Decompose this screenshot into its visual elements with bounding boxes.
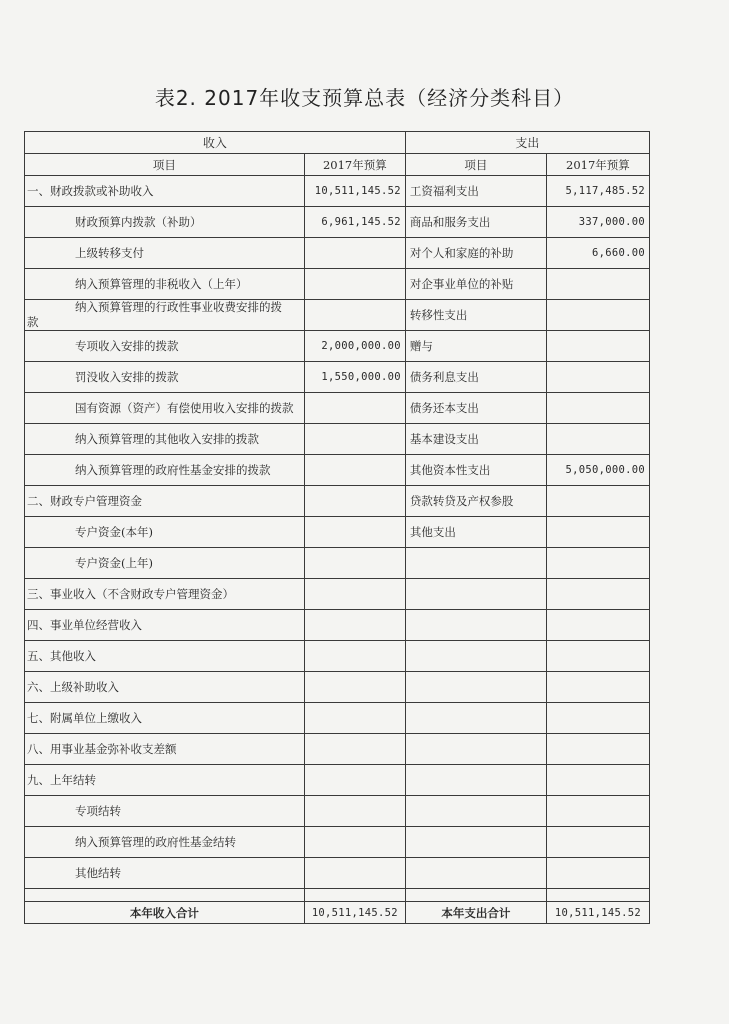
income-item: 三、事业收入（不含财政专户管理资金） xyxy=(25,579,305,610)
table-row xyxy=(25,765,650,796)
section-header-row xyxy=(25,132,650,154)
income-item: 五、其他收入 xyxy=(25,641,305,672)
table-row xyxy=(25,238,650,269)
expense-value xyxy=(546,827,649,858)
income-item: 财政预算内拨款（补助） xyxy=(25,207,305,238)
income-item-line2: 款 xyxy=(27,315,39,329)
expense-value xyxy=(546,331,649,362)
income-item: 四、事业单位经营收入 xyxy=(25,610,305,641)
expense-item: 赠与 xyxy=(405,331,546,362)
income-value xyxy=(304,455,405,486)
income-item: 专户资金(本年) xyxy=(25,517,305,548)
table-row xyxy=(25,827,650,858)
income-item: 六、上级补助收入 xyxy=(25,672,305,703)
income-item: 八、用事业基金弥补收支差额 xyxy=(25,734,305,765)
expense-item: 贷款转贷及产权参股 xyxy=(405,486,546,517)
expense-value xyxy=(546,362,649,393)
expense-item: 工资福利支出 xyxy=(405,176,546,207)
expense-value xyxy=(546,765,649,796)
income-value xyxy=(304,300,405,331)
income-item: 纳入预算管理的非税收入（上年） xyxy=(25,269,305,300)
expense-value xyxy=(546,269,649,300)
income-value: 6,961,145.52 xyxy=(304,207,405,238)
expense-item-header: 项目 xyxy=(405,154,546,176)
income-total-value: 10,511,145.52 xyxy=(304,902,405,924)
income-value xyxy=(304,796,405,827)
expense-value: 5,117,485.52 xyxy=(546,176,649,207)
expense-total-label: 本年支出合计 xyxy=(405,902,546,924)
table-row xyxy=(25,579,650,610)
table-row xyxy=(25,734,650,765)
table-row xyxy=(25,331,650,362)
income-value: 2,000,000.00 xyxy=(304,331,405,362)
expense-value xyxy=(546,796,649,827)
table-row xyxy=(25,424,650,455)
table-row xyxy=(25,610,650,641)
expense-item xyxy=(405,641,546,672)
income-value xyxy=(304,548,405,579)
income-item: 一、财政拨款或补助收入 xyxy=(25,176,305,207)
income-value xyxy=(304,269,405,300)
income-section-header: 收入 xyxy=(25,132,406,154)
table-row xyxy=(25,393,650,424)
expense-value xyxy=(546,300,649,331)
expense-item: 商品和服务支出 xyxy=(405,207,546,238)
expense-item xyxy=(405,858,546,889)
expense-item xyxy=(405,796,546,827)
expense-value xyxy=(546,703,649,734)
income-value xyxy=(304,765,405,796)
table-row xyxy=(25,796,650,827)
table-row xyxy=(25,207,650,238)
income-value xyxy=(304,734,405,765)
income-value xyxy=(304,672,405,703)
table-row xyxy=(25,672,650,703)
income-item-wrapped xyxy=(25,300,305,331)
expense-value: 6,660.00 xyxy=(546,238,649,269)
income-item: 其他结转 xyxy=(25,858,305,889)
table-row xyxy=(25,269,650,300)
income-item: 专项结转 xyxy=(25,796,305,827)
spacer-row xyxy=(25,889,650,902)
expense-value xyxy=(546,424,649,455)
expense-value xyxy=(546,393,649,424)
expense-item xyxy=(405,765,546,796)
income-item-header: 项目 xyxy=(25,154,305,176)
income-value xyxy=(304,486,405,517)
expense-value xyxy=(546,858,649,889)
income-item: 纳入预算管理的其他收入安排的拨款 xyxy=(25,424,305,455)
table-row xyxy=(25,300,650,331)
income-item: 上级转移支付 xyxy=(25,238,305,269)
table-row xyxy=(25,703,650,734)
expense-item xyxy=(405,703,546,734)
table-row xyxy=(25,486,650,517)
income-value xyxy=(304,579,405,610)
income-value xyxy=(304,424,405,455)
income-value xyxy=(304,641,405,672)
table-row xyxy=(25,641,650,672)
income-item: 国有资源（资产）有偿使用收入安排的拨款 xyxy=(25,393,305,424)
expense-item: 债务利息支出 xyxy=(405,362,546,393)
income-value xyxy=(304,610,405,641)
expense-item xyxy=(405,579,546,610)
expense-total-value: 10,511,145.52 xyxy=(546,902,649,924)
income-item: 专户资金(上年) xyxy=(25,548,305,579)
income-item: 罚没收入安排的拨款 xyxy=(25,362,305,393)
column-header-row xyxy=(25,154,650,176)
totals-row xyxy=(25,902,650,924)
expense-item: 对企事业单位的补贴 xyxy=(405,269,546,300)
expense-item xyxy=(405,827,546,858)
table-row xyxy=(25,455,650,486)
expense-item: 债务还本支出 xyxy=(405,393,546,424)
expense-value xyxy=(546,610,649,641)
income-item: 纳入预算管理的政府性基金安排的拨款 xyxy=(25,455,305,486)
income-item: 纳入预算管理的政府性基金结转 xyxy=(25,827,305,858)
expense-item: 对个人和家庭的补助 xyxy=(405,238,546,269)
income-item: 七、附属单位上缴收入 xyxy=(25,703,305,734)
income-value xyxy=(304,703,405,734)
expense-value xyxy=(546,517,649,548)
expense-value: 5,050,000.00 xyxy=(546,455,649,486)
expense-item xyxy=(405,610,546,641)
income-item-line1: 纳入预算管理的行政性事业收费安排的拨 xyxy=(75,300,282,314)
expense-value xyxy=(546,579,649,610)
expense-item xyxy=(405,734,546,765)
expense-budget-header: 2017年预算 xyxy=(546,154,649,176)
expense-item: 基本建设支出 xyxy=(405,424,546,455)
expense-value xyxy=(546,486,649,517)
expense-value xyxy=(546,641,649,672)
expense-item: 其他支出 xyxy=(405,517,546,548)
table-row xyxy=(25,548,650,579)
income-total-label: 本年收入合计 xyxy=(25,902,305,924)
table-row xyxy=(25,176,650,207)
expense-item xyxy=(405,672,546,703)
budget-table xyxy=(24,131,650,924)
expense-item: 其他资本性支出 xyxy=(405,455,546,486)
table-row xyxy=(25,517,650,548)
expense-value xyxy=(546,672,649,703)
expense-section-header: 支出 xyxy=(405,132,649,154)
page-title: 表2. 2017年收支预算总表（经济分类科目） xyxy=(154,86,575,110)
income-value xyxy=(304,517,405,548)
expense-value: 337,000.00 xyxy=(546,207,649,238)
income-item: 二、财政专户管理资金 xyxy=(25,486,305,517)
income-value xyxy=(304,393,405,424)
income-budget-header: 2017年预算 xyxy=(304,154,405,176)
income-value xyxy=(304,238,405,269)
income-item: 九、上年结转 xyxy=(25,765,305,796)
income-value xyxy=(304,827,405,858)
income-item: 专项收入安排的拨款 xyxy=(25,331,305,362)
expense-item xyxy=(405,548,546,579)
income-value xyxy=(304,858,405,889)
table-row xyxy=(25,858,650,889)
expense-item: 转移性支出 xyxy=(405,300,546,331)
expense-value xyxy=(546,734,649,765)
expense-value xyxy=(546,548,649,579)
table-row xyxy=(25,362,650,393)
income-value: 1,550,000.00 xyxy=(304,362,405,393)
income-value: 10,511,145.52 xyxy=(304,176,405,207)
